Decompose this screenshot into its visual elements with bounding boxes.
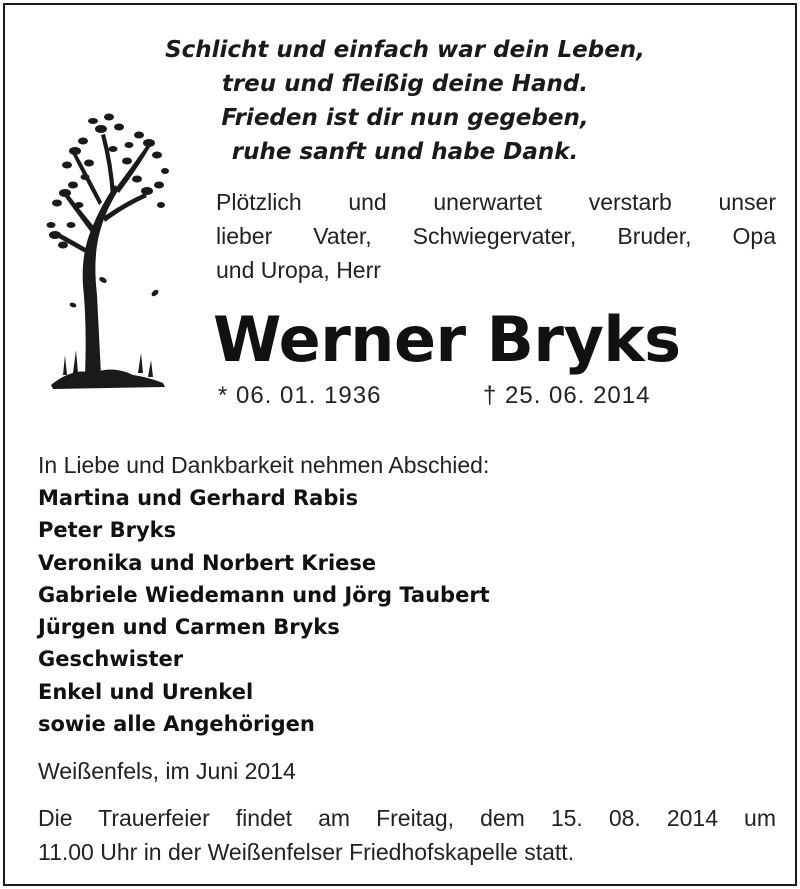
poem-line: treu und fleißig deine Hand. — [221, 71, 589, 97]
list-item: sowie alle Angehörigen — [38, 712, 315, 737]
list-item: Gabriele Wiedemann und Jörg Taubert — [38, 582, 490, 607]
list-item: Geschwister — [38, 647, 184, 672]
place-date: Weißenfels, im Juni 2014 — [38, 758, 296, 784]
mourners-list — [38, 482, 490, 740]
intro-line: lieber Vater, Schwiegervater, Bruder, Opa — [216, 223, 776, 249]
poem — [155, 33, 655, 169]
ceremony-line: Die Trauerfeier findet am Freitag, dem 15. 08. 2014 um — [38, 805, 776, 831]
poem-line: ruhe sanft und habe Dank. — [231, 139, 579, 165]
list-item: Veronika und Norbert Kriese — [38, 550, 377, 575]
intro-line: Plötzlich und unerwartet verstarb unser — [216, 189, 776, 215]
list-item: Enkel und Urenkel — [38, 679, 254, 704]
list-item: Martina und Gerhard Rabis — [38, 486, 359, 510]
ceremony-info — [38, 801, 776, 869]
ceremony-line: 11.00 Uhr in der Weißenfelser Friedhofskapelle statt. — [38, 839, 575, 865]
tree-icon — [43, 105, 183, 405]
farewell-intro: In Liebe und Dankbarkeit nehmen Abschied: — [38, 452, 490, 478]
list-item: Peter Bryks — [38, 518, 177, 543]
birth-date: * 06. 01. 1936 — [218, 382, 382, 409]
obituary-frame — [3, 3, 797, 886]
death-date: † 25. 06. 2014 — [483, 382, 651, 409]
deceased-name: Werner Bryks — [213, 303, 681, 376]
intro-text — [216, 185, 776, 287]
intro-line: und Uropa, Herr — [216, 257, 381, 283]
list-item: Jürgen und Carmen Bryks — [38, 615, 340, 640]
poem-line: Schlicht und einfach war dein Leben, — [165, 37, 645, 63]
poem-line: Frieden ist dir nun gegeben, — [221, 105, 589, 131]
